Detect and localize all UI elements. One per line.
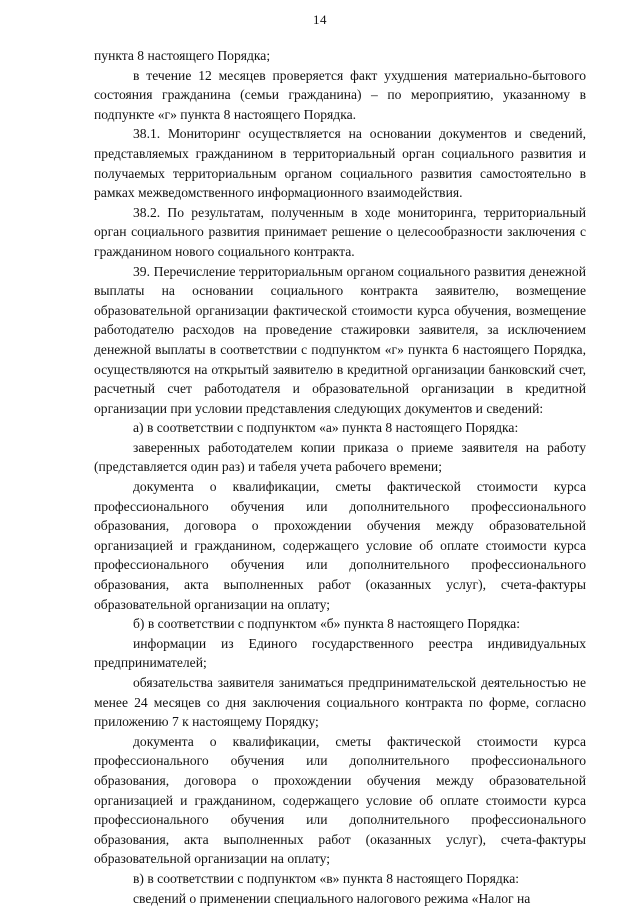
paragraph: обязательства заявителя заниматься предпринимательской деятельностью не менее 24 месяцев со дня заключения социального контракта по форме, согласно приложению 7 к настоящему Порядку; xyxy=(94,675,586,730)
paragraph: документа о квалификации, сметы фактической стоимости курса профессионального обучения или дополнительного профессионального образования, договора о прохождении обучения между образовательной организацией и гражданином, содержащего условие об оплате стоимости курса профессионального обучения или дополнительного профессионального образования, акта выполненных работ (оказанных услуг), счета-фактуры образовательной организации на оплату; xyxy=(94,733,586,867)
paragraph: заверенных работодателем копии приказа о приеме заявителя на работу (представляется один раз) и табеля учета рабочего времени; xyxy=(94,439,586,475)
page-number: 14 xyxy=(313,12,327,27)
paragraph: информации из Единого государственного реестра индивидуальных предпринимателей; xyxy=(94,635,586,671)
paragraph: пункта 8 настоящего Порядка; xyxy=(94,48,271,63)
paragraph: в) в соответствии с подпунктом «в» пункта 8 настоящего Порядка: xyxy=(133,870,520,886)
paragraph: 39. Перечисление территориальным органом социального развития денежной выплаты на основании социального контракта заявителю, возмещение образовательной организации фактической стоимости курса обучения, возмещение работодателю расходов на проведение стажировки заявителя, за исключением денежной выплаты в соответствии с подпунктом «г» пункта 6 настоящего Порядка, осуществляются на открытый заявителю в кредитной организации банковский счет, расчетный счет работодателя и образовательной организации в кредитной организации при условии представления следующих документов и сведений: xyxy=(94,263,586,416)
paragraph: б) в соответствии с подпунктом «б» пункта 8 настоящего Порядка: xyxy=(133,616,520,632)
paragraph: в течение 12 месяцев проверяется факт ухудшения материально-бытового состояния гражданина (семьи гражданина) – по мероприятию, указанному в подпункте «г» пункта 8 настоящего Порядка. xyxy=(94,67,586,122)
paragraph: документа о квалификации, сметы фактической стоимости курса профессионального обучения или дополнительного профессионального образования, договора о прохождении обучения между образовательной организацией и гражданином, содержащего условие об оплате стоимости курса профессионального обучения или дополнительного профессионального образования, акта выполненных работ (оказанных услуг), счета-фактуры образовательной организации на оплату; xyxy=(94,479,586,612)
paragraph: 38.2. По результатам, полученным в ходе мониторинга, территориальный орган социального развития принимает решение о целесообразности заключения с гражданином нового социального контракта. xyxy=(94,204,586,259)
paragraph: 38.1. Мониторинг осуществляется на основании документов и сведений, представляемых гражданином в территориальный орган социального развития и получаемых территориальным органом социального развития самостоятельно в рамках межведомственного информационного взаимодействия. xyxy=(94,126,586,201)
paragraph: сведений о применении специального налогового режима «Налог на xyxy=(133,890,531,906)
document-body xyxy=(94,46,586,908)
paragraph: а) в соответствии с подпунктом «а» пункта 8 настоящего Порядка: xyxy=(133,420,519,436)
